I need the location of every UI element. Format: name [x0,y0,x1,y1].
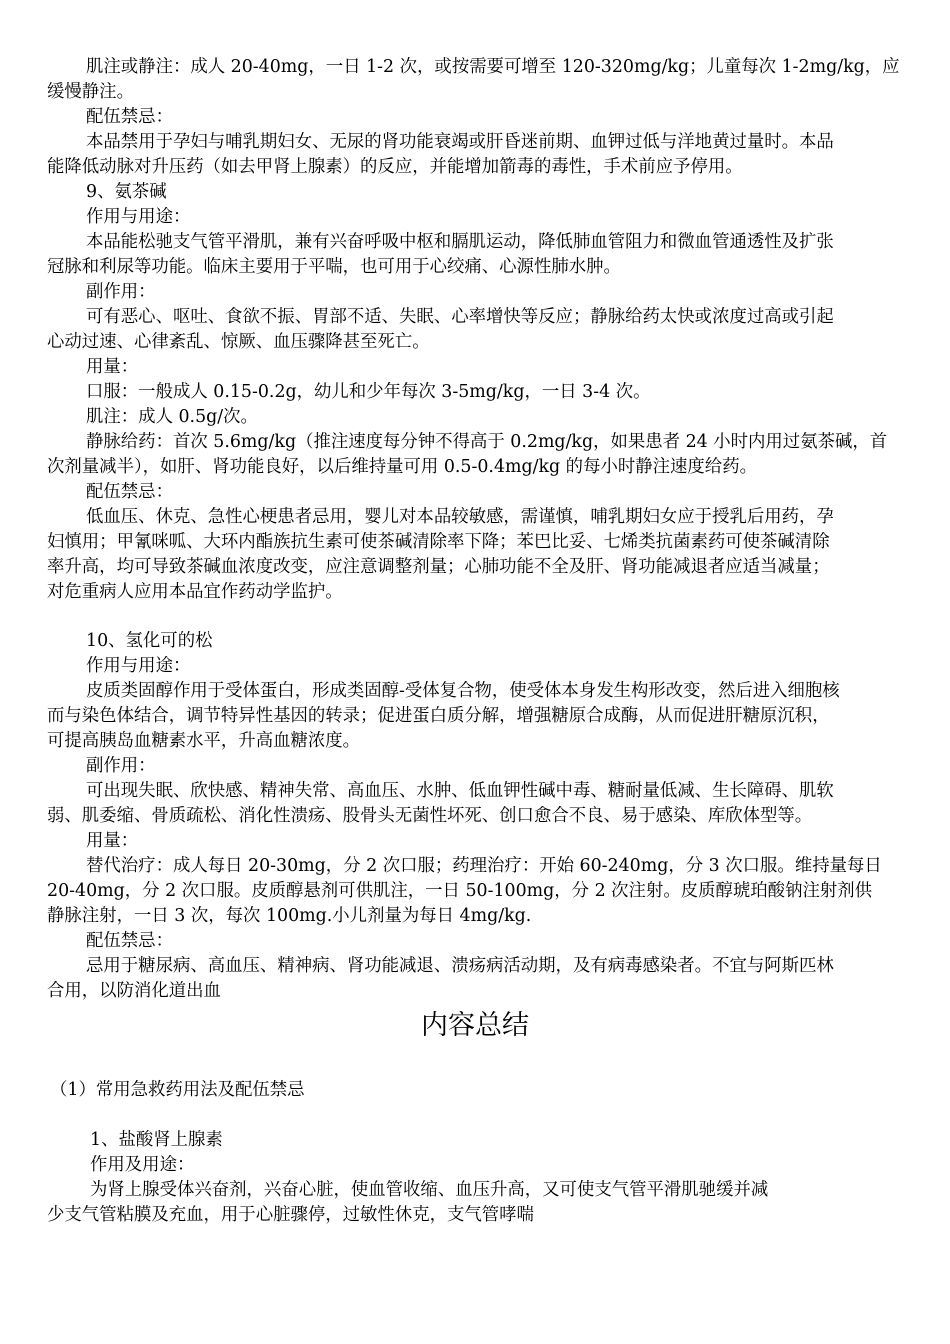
text-line: 可出现失眠、欣快感、精神失常、高血压、水肿、低血钾性碱中毒、糖耐量低减、生长障碍、肌软 [86,781,834,801]
section-heading: 作用与用途： [86,207,191,227]
text-line: 次剂量减半），如肝、肾功能良好，以后维持量可用 0.5-0.4mg/kg 的每小时静注速度给药。 [47,457,757,477]
text-line: 肌注：成人 0.5g/次。 [86,407,258,427]
text-line: 能降低动脉对升压药（如去甲肾上腺素）的反应，并能增加箭毒的毒性，手术前应予停用。 [47,157,743,177]
text-line: 本品禁用于孕妇与哺乳期妇女、无尿的肾功能衰竭或肝昏迷前期、血钾过低与洋地黄过量时。本品 [86,132,834,152]
section-heading: 作用及用途： [90,1155,195,1175]
section-heading: 用量： [86,831,139,851]
text-line: 忌用于糖尿病、高血压、精神病、肾功能减退、溃疡病活动期，及有病毒感染者。不宜与阿斯匹林 [86,956,834,976]
text-line: 率升高，均可导致茶碱血浓度改变，应注意调整剂量；心肺功能不全及肝、肾功能减退者应适当减量； [47,557,830,577]
text-line: 对危重病人应用本品宜作药动学监护。 [47,582,343,602]
text-line: 静脉给药：首次 5.6mg/kg（推注速度每分钟不得高于 0.2mg/kg，如果患者 24 小时内用过氨茶碱，首 [86,432,888,452]
text-line: 肌注或静注：成人 20-40mg，一日 1-2 次，或按需要可增至 120-320mg/kg；儿童每次 1-2mg/kg，应 [86,57,900,77]
text-line: 20-40mg，分 2 次口服。皮质醇悬剂可供肌注，一日 50-100mg，分 2 次注射。皮质醇琥珀酸钠注射剂供 [47,881,873,901]
drug-heading: 9、氨茶碱 [86,182,167,202]
text-line: 本品能松驰支气管平滑肌，兼有兴奋呼吸中枢和膈肌运动，降低肺血管阻力和微血管通透性及扩张 [86,232,834,252]
section-heading: 配伍禁忌： [86,107,173,127]
text-line: 合用，以防消化道出血 [47,981,221,1001]
text-line: 可提高胰岛血糖素水平，升高血糖浓度。 [47,731,361,751]
text-line: 心动过速、心律紊乱、惊厥、血压骤降甚至死亡。 [47,332,430,352]
section-heading: 配伍禁忌： [86,482,173,502]
summary-title: 内容总结 [421,1010,529,1041]
section-heading: 用量： [86,357,139,377]
text-line: 为肾上腺受体兴奋剂，兴奋心脏，使血管收缩、血压升高，又可使支气管平滑肌驰缓并减 [90,1180,769,1200]
section-heading: 作用与用途： [86,656,191,676]
text-line: 少支气管粘膜及充血，用于心脏骤停，过敏性休克，支气管哮喘 [47,1205,534,1225]
text-line: 缓慢静注。 [47,82,134,102]
text-line: 低血压、休克、急性心梗患者忌用，婴儿对本品较敏感，需谨慎，哺乳期妇女应于授乳后用药，孕 [86,507,834,527]
text-line: 皮质类固醇作用于受体蛋白，形成类固醇-受体复合物，使受体本身发生构形改变，然后进入细胞核 [86,681,840,701]
section-heading: 副作用： [86,756,156,776]
summary-subheading: （1）常用急救药用法及配伍禁忌 [50,1080,305,1100]
drug-heading: 1、盐酸肾上腺素 [90,1130,223,1150]
section-heading: 配伍禁忌： [86,931,173,951]
drug-heading: 10、氢化可的松 [86,631,213,651]
section-heading: 副作用： [86,282,156,302]
text-line: 可有恶心、呕吐、食欲不振、胃部不适、失眠、心率增快等反应；静脉给药太快或浓度过高或引起 [86,307,834,327]
text-line: 静脉注射，一日 3 次，每次 100mg.小儿剂量为每日 4mg/kg. [47,906,532,926]
text-line: 替代治疗：成人每日 20-30mg，分 2 次口服；药理治疗：开始 60-240mg，分 3 次口服。维持量每日 [86,856,882,876]
text-line: 冠脉和利尿等功能。临床主要用于平喘，也可用于心绞痛、心源性肺水肿。 [47,257,621,277]
text-line: 而与染色体结合，调节特异性基因的转录；促进蛋白质分解，增强糖原合成酶，从而促进肝糖原沉积， [47,706,830,726]
text-line: 口服：一般成人 0.15-0.2g，幼儿和少年每次 3-5mg/kg，一日 3-4 次。 [86,382,651,402]
text-line: 弱、肌委缩、骨质疏松、消化性溃疡、股骨头无菌性坏死、创口愈合不良、易于感染、库欣体型等。 [47,806,813,826]
text-line: 妇慎用；甲氰咪呱、大环内酯族抗生素可使茶碱清除率下降；苯巴比妥、七烯类抗菌素药可使茶碱清除 [47,532,830,552]
